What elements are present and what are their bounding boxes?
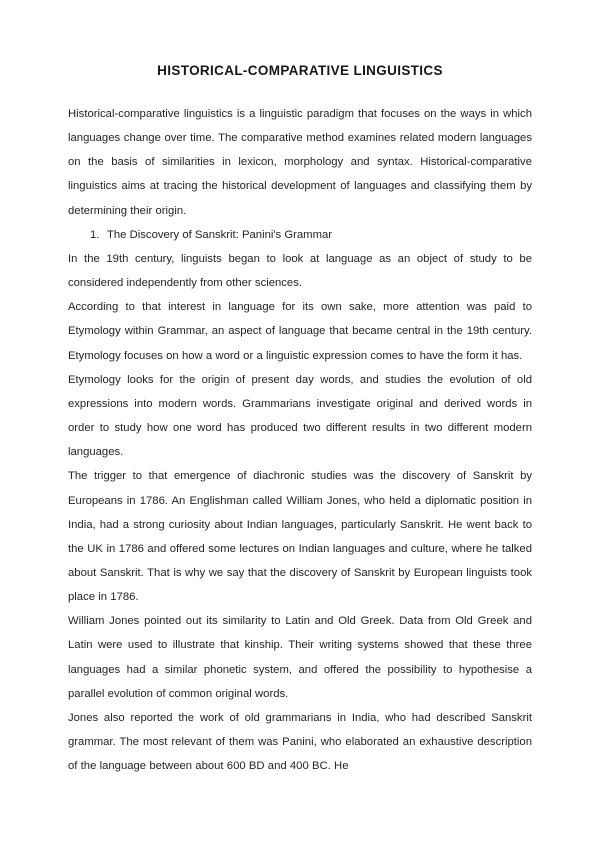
numbered-list-item-1 [68,223,532,247]
list-item-label: The Discovery of Sanskrit: Panini's Grammar [107,228,333,241]
paragraph-panini: Jones also reported the work of old grammarians in India, who had described Sanskrit grammar. The most relevant of them was Panini, who elaborated an exhaustive description of the language between about 600 BD and 400 BC. He [68,711,532,773]
page-title: HISTORICAL-COMPARATIVE LINGUISTICS [157,63,443,78]
paragraph-discovery-of-sanskrit: The trigger to that emergence of diachronic studies was the discovery of Sanskrit by Europeans in 1786. An Englishman called William Jones, who held a diplomatic position in India, had a strong curiosity about Indian languages, particularly Sanskrit. He went back to the UK in 1786 and offered some lectures on Indian languages and culture, where he talked about Sanskrit. That is why we say that the discovery of Sanskrit by European linguists took place in 1786. [68,470,532,604]
paragraph-etymology-origin: Etymology looks for the origin of present day words, and studies the evolution of old expressions into modern words. Grammarians investigate original and derived words in order to study how one word has produced two different results in two different modern languages. [68,373,532,459]
paragraph-etymology-within-grammar: According to that interest in language for its own sake, more attention was paid to Etymology within Grammar, an aspect of language that became central in the 19th century. Etymology focuses on how a word or a linguistic expression comes to have the form it has. [68,301,532,362]
list-item-number: 1. [90,228,100,241]
paragraph-intro: Historical-comparative linguistics is a linguistic paradigm that focuses on the ways in which languages change over time. The comparative method examines related modern languages on the basis of similarities in lexicon, morphology and syntax. Historical-comparative linguistics aims at tracing the historical development of languages and classifying them by determining their origin. [68,108,532,217]
paragraph-19th-century: In the 19th century, linguists began to look at language as an object of study to be considered independently from other sciences. [68,252,532,290]
paragraph-latin-old-greek: William Jones pointed out its similarity to Latin and Old Greek. Data from Old Greek and Latin were used to illustrate that kinship. Their writing systems showed that these three languages had a similar phonetic system, and offered the possibility to hypothesise a parallel evolution of common original words. [68,615,532,700]
document-content [68,62,532,778]
